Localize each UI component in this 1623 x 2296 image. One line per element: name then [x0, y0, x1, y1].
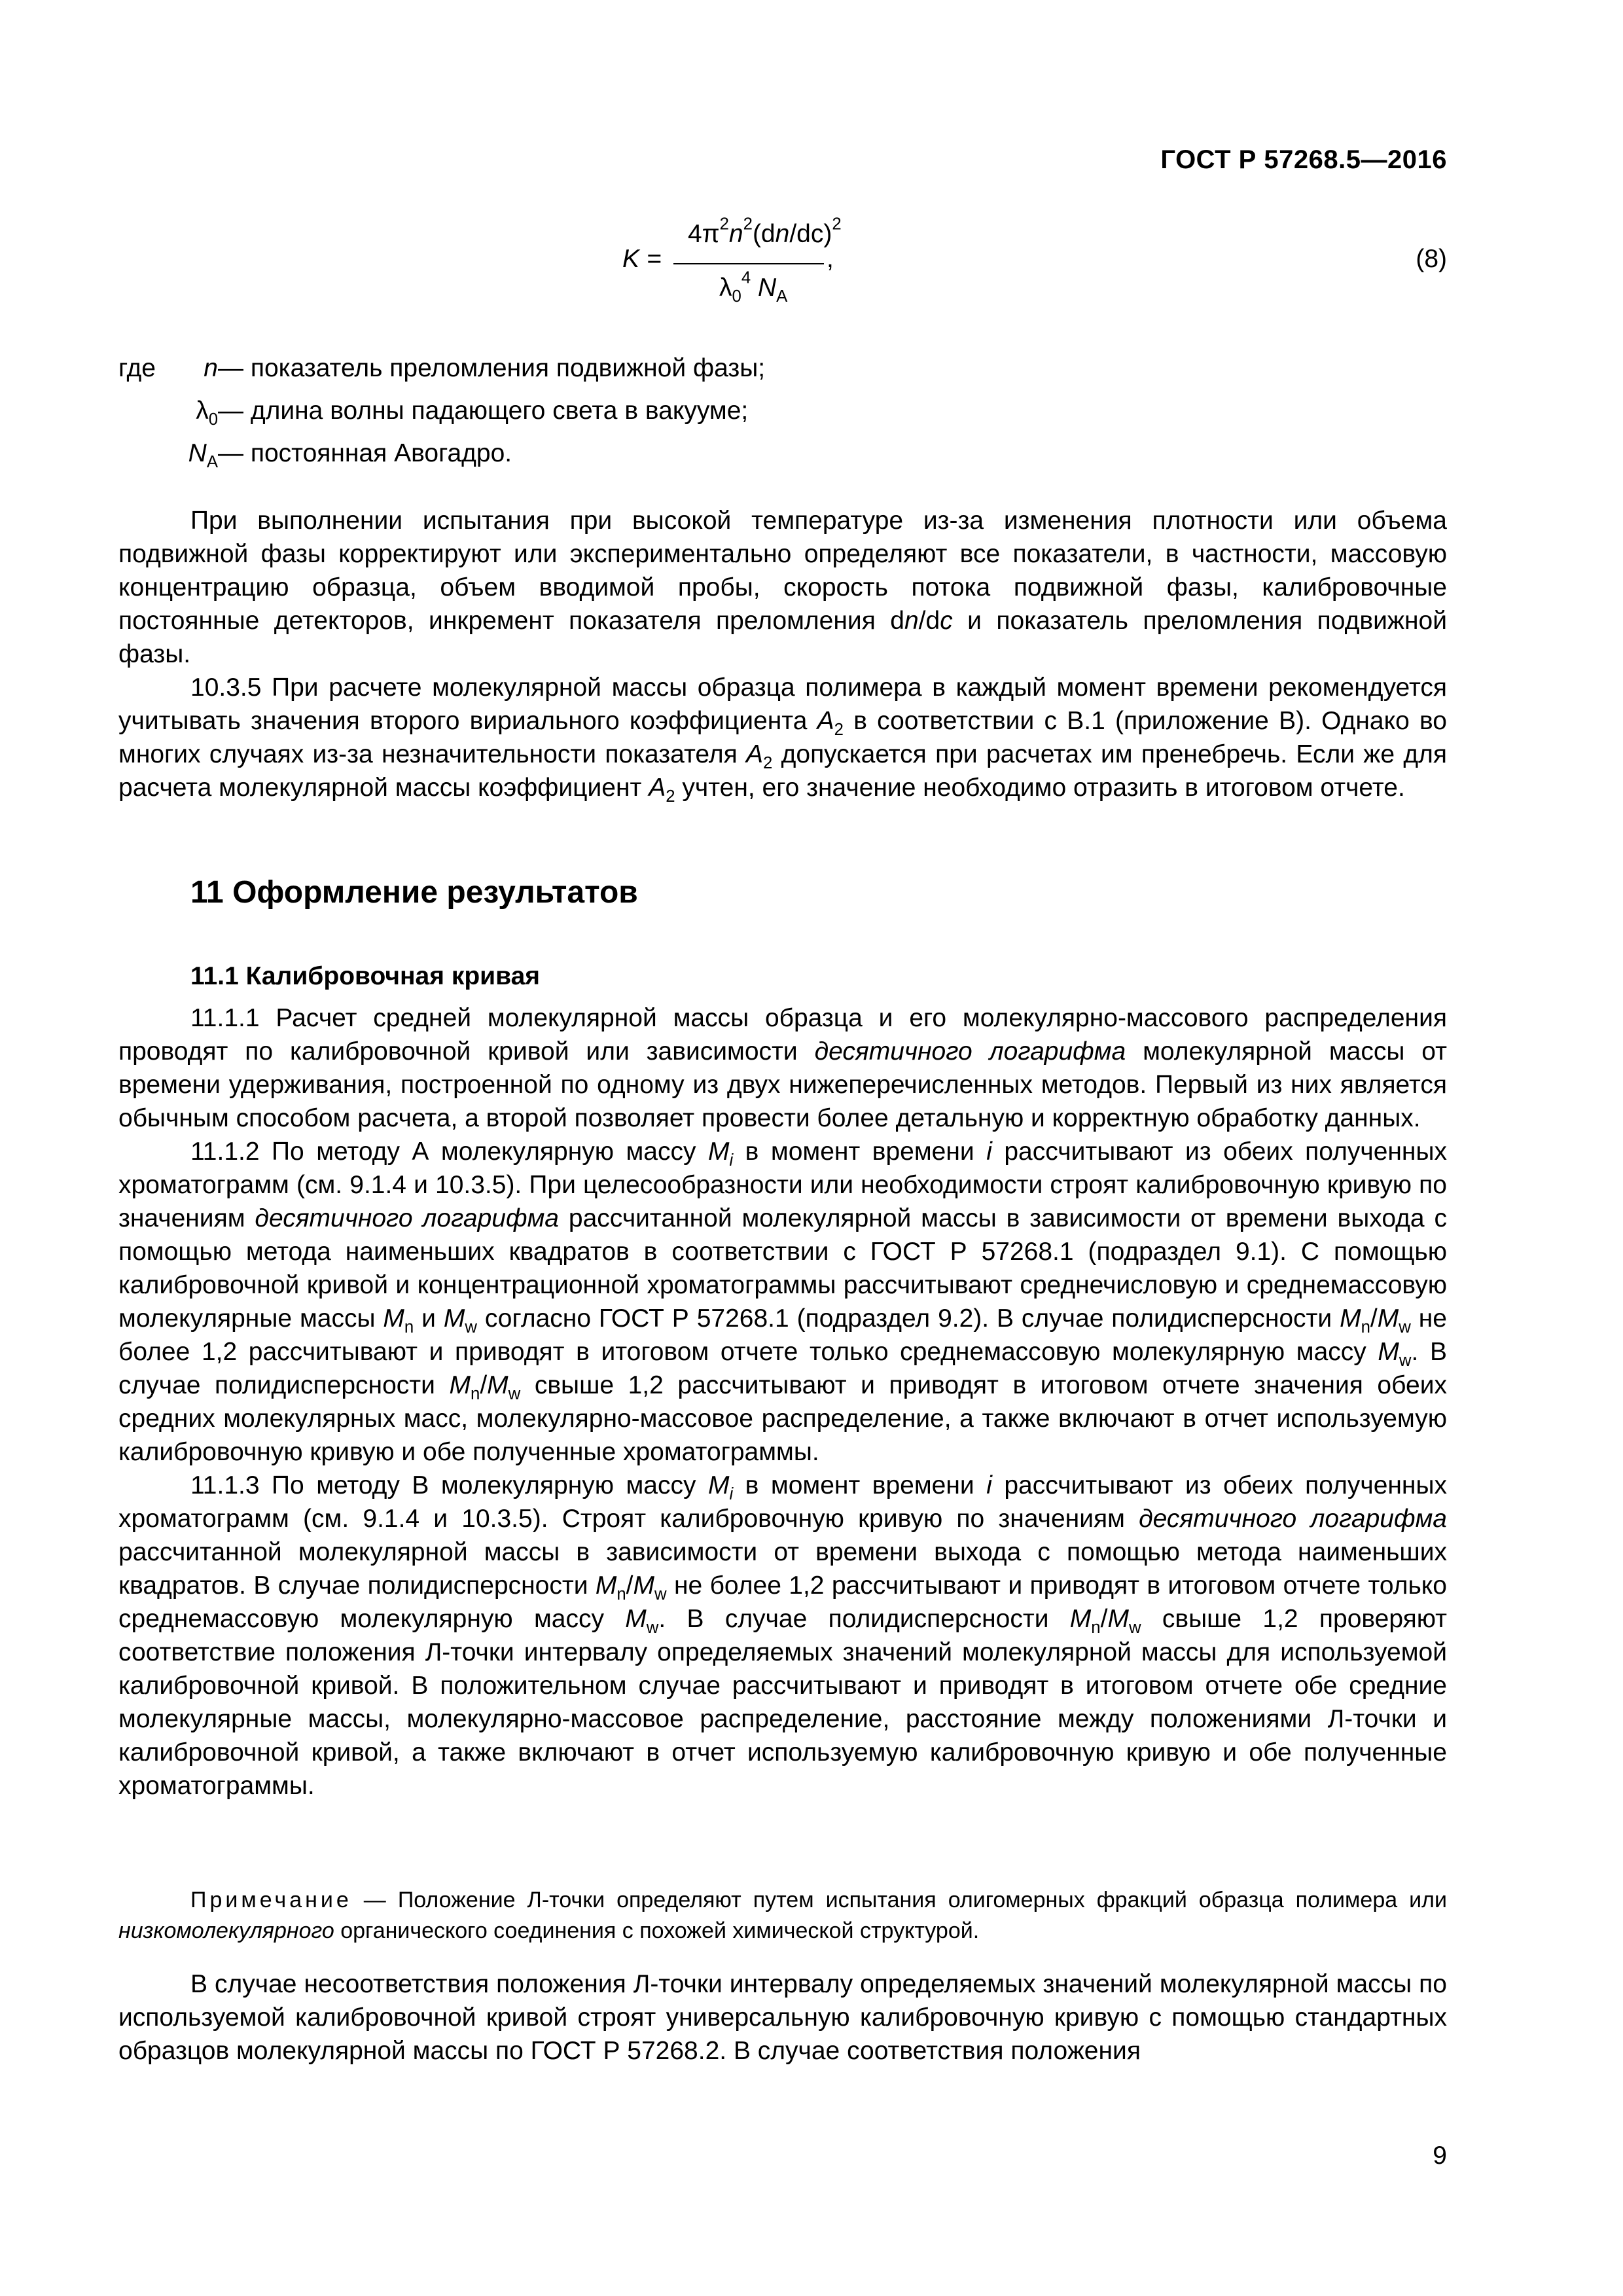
body-text-main [118, 1001, 1447, 1803]
section-title: 11 Оформление результатов [190, 875, 638, 910]
definition-row: $\lambda_0$ — длина волны падающего света в вакууме; [196, 397, 749, 429]
fraction-bar [673, 263, 824, 264]
formula-numerator: $4\pi^2n^2(dn/dc)^2$ [688, 215, 842, 248]
page-number: 9 [1433, 2142, 1447, 2170]
note-block: Примечание — Положение Л-точки определяют путем испытания олигомерных фракций образца полимера или низкомолекулярного органического соединения с похожей химической структурой. [118, 1888, 1447, 1943]
document-id: ГОСТ Р 57268.5—2016 [1160, 145, 1447, 174]
document-page [118, 0, 1447, 2296]
formula-denominator: $\lambda_0^4$ $N_A$ [719, 268, 788, 306]
formula-8: K = $4\pi^2n^2(dn/dc)^2$ $\lambda_0^4$ $N_A$ , [622, 215, 842, 306]
paragraph-11-1-3: 11.1.3 По методу В молекулярную массу $M_i$ в момент времени i рассчитывают из обеих полученных хроматограмм (см. 9.1.4 и 10.3.5). Строят калибровочную кривую по значениям десятичного логарифма рассчитанной молекулярной массы в зависимости от времени выхода с помощью метода наименьших квадратов. В случае полидисперсности $M_n/M_w$ не более 1,2 рассчитывают и приводят в итоговом отчете только среднемассовую молекулярную массу $M_w$. В случае полидисперсности $M_n/M_w$ свыше 1,2 проверяют соответствие положения Л-точки интервалу определяемых значений молекулярной массы для используемой калибровочной кривой. В положительном случае рассчитывают и приводят в итоговом отчете обе средние молекулярные массы, молекулярно-массовое распределение, расстояние между положениями Л-точки и калибровочной кривой, а также включают в отчет используемую калибровочную кривую и обе полученные хроматограммы. [118, 1471, 1448, 1800]
paragraph-11-1-1: 11.1.1 Расчет средней молекулярной массы образца и его молекулярно-массового распределения проводят по калибровочной кривой или зависимости десятичного логарифма молекулярной массы от времени удерживания, построенной по одному из двух нижеперечисленных методов. Первый из них является обычным способом расчета, а второй позволяет провести более детальную и корректную обработку данных. [118, 1004, 1447, 1132]
where-label: где [118, 354, 156, 382]
paragraph-high-temperature: При выполнении испытания при высокой температуре из-за изменения плотности или объема подвижной фазы корректируют или экспериментально определяют все показатели, в частности, массовую концентрацию образца, объем вводимой пробы, скорость потока подвижной фазы, калибровочные постоянные детекторов, инкремент показателя преломления dn/dc и показатель преломления подвижной фазы. [118, 507, 1447, 668]
paragraph-10-3-5: 10.3.5 При расчете молекулярной массы образца полимера в каждый момент времени рекомендуется учитывать значения второго вириального коэффициента $A_2$ в соответствии с В.1 (приложение В). Однако во многих случаях из-за незначительности показателя $A_2$ допускается при расчетах им пренебречь. Если же для расчета молекулярной массы коэффициент $A_2$ учтен, его значение необходимо отразить в итоговом отчете. [118, 673, 1447, 806]
equation-number: (8) [1416, 245, 1447, 273]
definition-row: $N_A$ — постоянная Авогадро. [188, 439, 512, 471]
formula-lhs: K = [622, 245, 662, 273]
body-text-top [118, 504, 1447, 804]
definition-row: где n — показатель преломления подвижной фазы; [118, 347, 1447, 389]
paragraph-11-1-2: 11.1.2 По методу А молекулярную массу $M_i$ в момент времени i рассчитывают из обеих полученных хроматограмм (см. 9.1.4 и 10.3.5). При целесообразности или необходимости строят калибровочную кривую по значениям десятичного логарифма рассчитанной молекулярной массы в зависимости от времени выхода с помощью метода наименьших квадратов в соответствии с ГОСТ Р 57268.1 (подраздел 9.1). С помощью калибровочной кривой и концентрационной хроматограммы рассчитывают среднечисловую и среднемассовую молекулярные массы $M_n$ и $M_w$ согласно ГОСТ Р 57268.1 (подраздел 9.2). В случае полидисперсности $M_n/M_w$ не более 1,2 рассчитывают и приводят в итоговом отчете только среднемассовую молекулярную массу $M_w$. В случае полидисперсности $M_n/M_w$ свыше 1,2 рассчитывают и приводят в итоговом отчете значения обеих средних молекулярных масс, молекулярно-массовое распределение, а также включают в отчет используемую калибровочную кривую и обе полученные хроматограммы. [118, 1138, 1448, 1466]
body-text-bottom [118, 1967, 1447, 2068]
note-label: Примечание [190, 1888, 352, 1912]
paragraph-mismatch: В случае несоответствия положения Л-точки интервалу определяемых значений молекулярной массы по используемой калибровочной кривой строят универсальную калибровочную кривую с помощью стандартных образцов молекулярной массы по ГОСТ Р 57268.2. В случае соответствия положения [118, 1970, 1447, 2065]
subsection-title: 11.1 Калибровочная кривая [190, 962, 541, 990]
variable-definitions [118, 347, 1447, 475]
